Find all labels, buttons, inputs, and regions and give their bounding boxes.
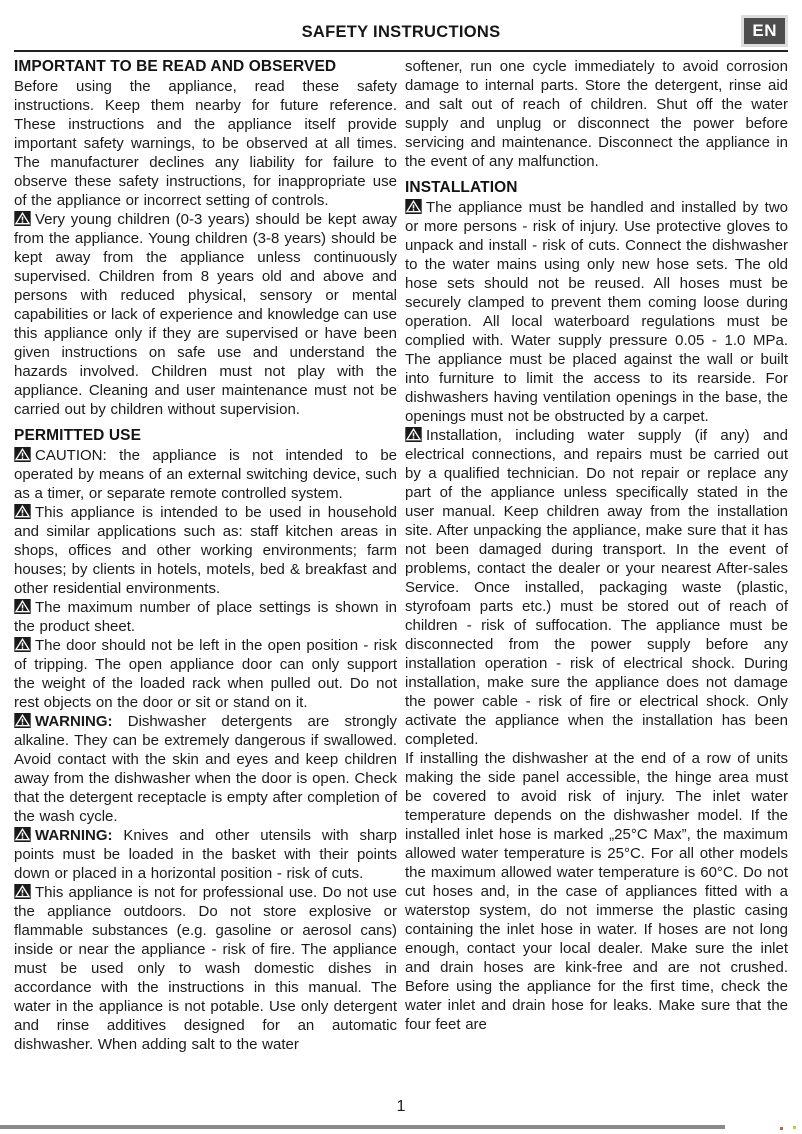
header-divider xyxy=(14,50,788,52)
language-badge xyxy=(741,15,788,47)
paragraph: Before using the appliance, read these safety instructions. Keep them nearby for future reference. These instructions and the appliance itself provide important safety warnings, to be observed at all times. The manufacturer declines any liability for failure to observe these safety instructions, for inappropriate use of the appliance or incorrect setting of controls. xyxy=(14,78,397,209)
warning-paragraph: This appliance is not for professional use. Do not use the appliance outdoors. Do not store explosive or flammable substances (e.g. gasoline or aerosol cans) inside or near the appliance - risk of fire. The appliance must be used only to wash domestic dishes in accordance with the instructions in this manual. The water in the appliance is not potable. Use only detergent and rinse additives designed for an automatic dishwasher. When adding salt to the water xyxy=(14,884,397,1053)
page-number: 1 xyxy=(396,1098,406,1115)
warning-paragraph: This appliance is intended to be used in household and similar applications such as: staff kitchen areas in shops, offices and other working environments; farm houses; by clients in hotels, motels, bed & breakfast and other residential environments. xyxy=(14,504,397,597)
page-header xyxy=(14,14,788,50)
warning-triangle-icon xyxy=(14,447,31,462)
section-heading: PERMITTED USE xyxy=(14,427,142,444)
left-column xyxy=(14,57,397,1092)
warning-paragraph: The door should not be left in the open position - risk of tripping. The open appliance door can only support the weight of the loaded rack when pulled out. Do not rest objects on the door or sit or stand on it. xyxy=(14,637,397,711)
warning-paragraph: WARNING: Knives and other utensils with sharp points must be loaded in the basket with their points down or placed in a horizontal position - risk of cuts. xyxy=(14,827,397,882)
warning-paragraph: CAUTION: the appliance is not intended to be operated by means of an external switching device, such as a timer, or separate remote controlled system. xyxy=(14,447,397,502)
section-heading: IMPORTANT TO BE READ AND OBSERVED xyxy=(14,58,337,75)
warning-paragraph: Very young children (0-3 years) should be kept away from the appliance. Young children (3-8 years) should be kept away from the appliance unless continuously supervised. Children from 8 years old and above and persons with reduced physical, sensory or mental capabilities or lack of experience and knowledge can use this appliance only if they are supervised or have been given instructions on safe use and understand the hazards involved. Children must not play with the appliance. Cleaning and user maintenance must not be carried out by children without supervision. xyxy=(14,211,397,418)
right-column xyxy=(405,57,788,1092)
warning-lead-label: WARNING: xyxy=(35,827,124,844)
paragraph: If installing the dishwasher at the end of a row of units making the side panel accessible, the hinge area must be covered to avoid risk of injury. The inlet water temperature depends on the dishwasher model. If the installed inlet hose is marked „25°C Max”, the maximum allowed water temperature is 25°C. For all other models the maximum allowed water temperature is 60°C. Do not cut hoses and, in the case of appliances fitted with a waterstop system, do not immerse the plastic casing containing the inlet hose in water. If hoses are not long enough, contact your local dealer. Make sure the inlet and drain hoses are kink-free and are not crushed. Before using the appliance for the first time, check the water inlet and drain hose for leaks. Make sure that the four feet are xyxy=(405,750,788,1033)
warning-triangle-icon xyxy=(405,199,422,214)
page-title: SAFETY INSTRUCTIONS xyxy=(301,23,501,41)
print-mark xyxy=(780,1127,783,1130)
print-mark xyxy=(793,1126,796,1129)
warning-triangle-icon xyxy=(14,637,31,652)
warning-triangle-icon xyxy=(14,599,31,614)
warning-paragraph: The maximum number of place settings is shown in the product sheet. xyxy=(14,599,397,635)
warning-paragraph: Installation, including water supply (if any) and electrical connections, and repairs must be carried out by a qualified technician. Do not repair or replace any part of the appliance unless specifically stated in the user manual. Keep children away from the installation site. After unpacking the appliance, make sure that it has not been damaged during transport. In the event of problems, contact the dealer or your nearest After-sales Service. Once installed, packaging waste (plastic, styrofoam parts etc.) must be stored out of reach of children - risk of suffocation. The appliance must be disconnected from the power supply before any installation operation - risk of electrical shock. During installation, make sure the appliance does not damage the power cable - risk of fire or electrical shock. Only activate the appliance when the installation has been completed. xyxy=(405,427,788,748)
warning-lead-label: WARNING: xyxy=(35,713,128,730)
section-heading: INSTALLATION xyxy=(405,179,518,196)
warning-triangle-icon xyxy=(14,827,31,842)
warning-triangle-icon xyxy=(405,427,422,442)
warning-triangle-icon xyxy=(14,884,31,899)
warning-triangle-icon xyxy=(14,211,31,226)
warning-paragraph: The appliance must be handled and installed by two or more persons - risk of injury. Use protective gloves to unpack and install - risk of cuts. Connect the dishwasher to the water mains using only new hose sets. The old hose sets should not be reused. All hoses must be securely clamped to prevent them coming loose during operation. All local waterboard regulations must be complied with. Water supply pressure 0.05 - 1.0 MPa. The appliance must be placed against the wall or built into furniture to limit the access to its rearside. For dishwashers having ventilation openings in the base, the openings must not be obstructed by a carpet. xyxy=(405,199,788,425)
warning-triangle-icon xyxy=(14,713,31,728)
content-columns xyxy=(14,57,788,1092)
footer-bar xyxy=(0,1125,725,1129)
warning-paragraph: WARNING: Dishwasher detergents are strongly alkaline. They can be extremely dangerous if swallowed. Avoid contact with the skin and eyes and keep children away from the dishwasher when the door is open. Check that the detergent receptacle is empty after completion of the wash cycle. xyxy=(14,713,397,825)
warning-triangle-icon xyxy=(14,504,31,519)
paragraph: softener, run one cycle immediately to avoid corrosion damage to internal parts. Store the detergent, rinse aid and salt out of reach of children. Shut off the water supply and unplug or disconnect the power before servicing and maintenance. Disconnect the appliance in the event of any malfunction. xyxy=(405,58,788,170)
language-badge-label: EN xyxy=(744,18,785,44)
